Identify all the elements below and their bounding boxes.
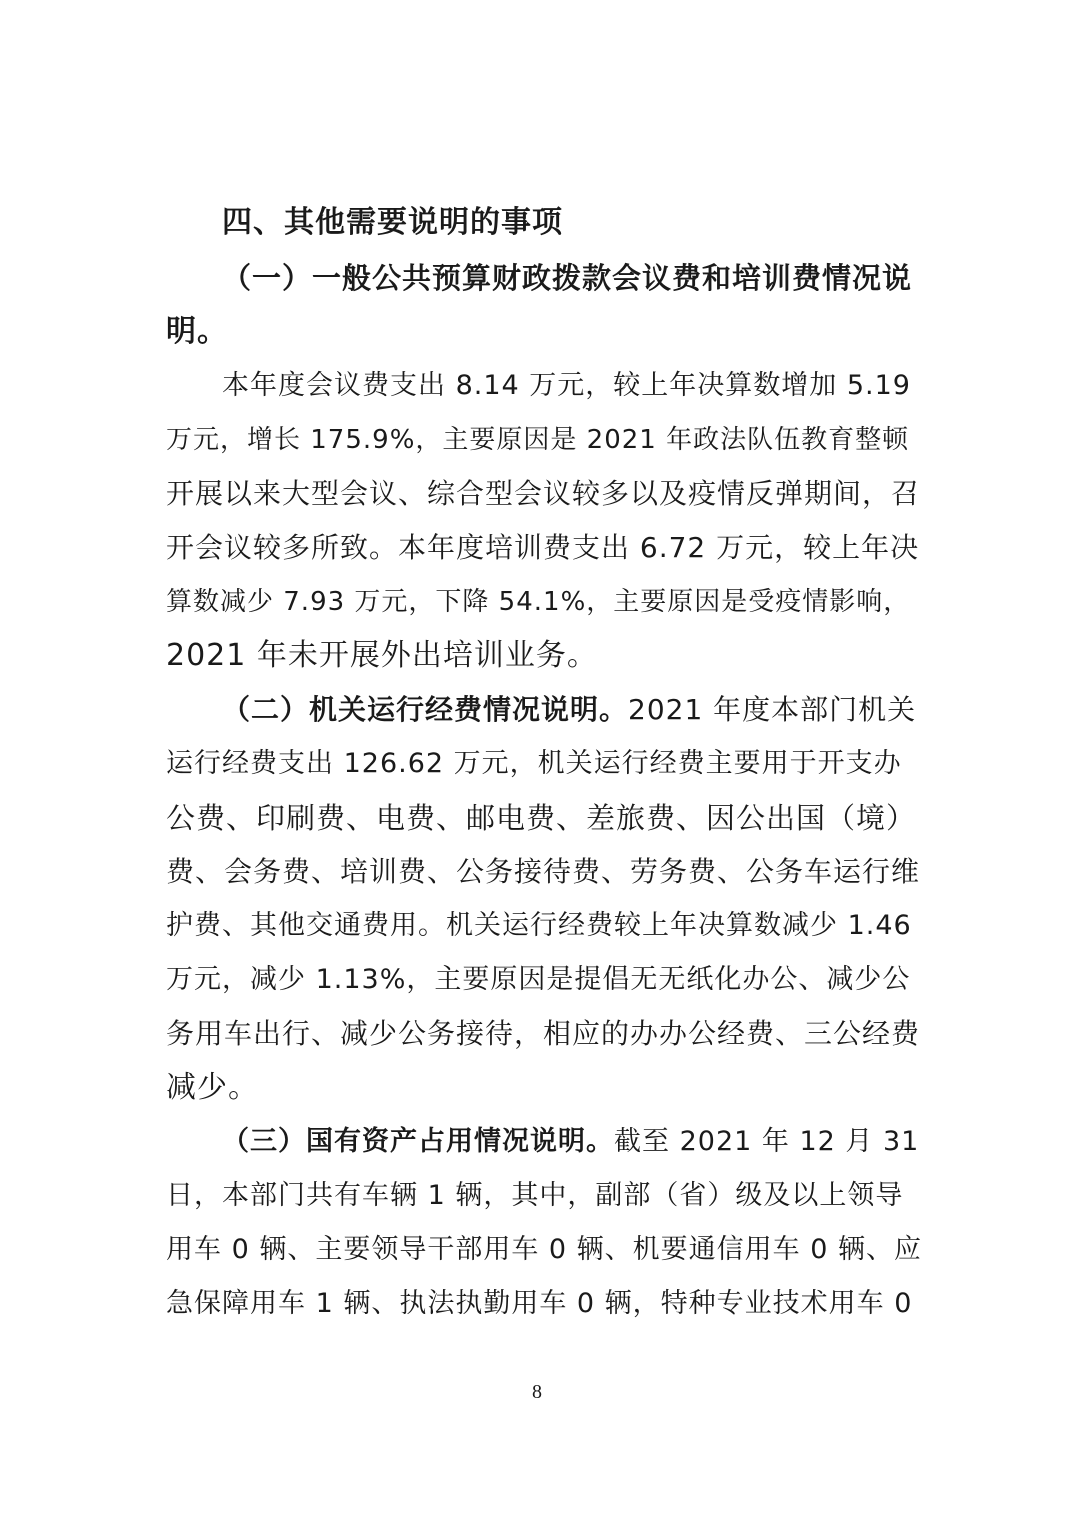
subsection1-heading-text-cont: 明。 [166, 314, 228, 349]
paragraph-text: 本年度会议费支出 8.14 万元，较上年决算数增加 5.19 [222, 370, 911, 401]
page-number: 8 [532, 1381, 542, 1403]
paragraph-line [166, 1176, 922, 1216]
paragraph-line [166, 1014, 922, 1054]
paragraph-line [222, 366, 922, 406]
paragraph-line [166, 1284, 922, 1324]
paragraph-line [166, 528, 922, 568]
paragraph-line [166, 744, 922, 784]
paragraph-text: 日，本部门共有车辆 1 辆，其中，副部（省）级及以上领导 [166, 1180, 904, 1211]
subsection1-heading-line1 [222, 258, 922, 298]
paragraph-line [166, 420, 922, 460]
paragraph-text: 护费、其他交通费用。机关运行经费较上年决算数减少 1.46 [166, 910, 912, 941]
paragraph-text: 减少。 [166, 1070, 259, 1105]
paragraph-text: 公费、印刷费、电费、邮电费、差旅费、因公出国（境） [166, 801, 917, 835]
paragraph-line [166, 1230, 922, 1270]
paragraph-line [166, 582, 922, 622]
paragraph-line [166, 1068, 922, 1108]
paragraph-line [166, 798, 922, 838]
paragraph-text: 用车 0 辆、主要领导干部用车 0 辆、机要通信用车 0 辆、应 [166, 1234, 923, 1265]
section-heading [222, 203, 822, 243]
paragraph-text: 急保障用车 1 辆、执法执勤用车 0 辆，特种专业技术用车 0 [166, 1288, 913, 1319]
paragraph-text: 开展以来大型会议、综合型会议较多以及疫情反弹期间，召 [166, 477, 921, 510]
section-heading-text: 四、其他需要说明的事项 [222, 205, 563, 240]
paragraph-text: 算数减少 7.93 万元，下降 54.1%，主要原因是受疫情影响， [166, 587, 911, 617]
subsection3-first-line [222, 1122, 922, 1162]
subsection1-heading-text: （一）一般公共预算财政拨款会议费和培训费情况说 [222, 261, 913, 295]
paragraph-text: 费、会务费、培训费、公务接待费、劳务费、公务车运行维 [166, 855, 921, 888]
subsection3-heading: （三）国有资产占用情况说明。 [222, 1126, 614, 1157]
paragraph-line [166, 852, 922, 892]
subsection2-first-line [222, 690, 922, 730]
paragraph-line [166, 960, 922, 1000]
subsection2-heading: （二）机关运行经费情况说明。 [222, 693, 629, 726]
subsection1-heading-line2 [166, 312, 366, 352]
paragraph-text: 2021 年未开展外出培训业务。 [166, 638, 598, 673]
paragraph-line [166, 474, 922, 514]
paragraph-text: 开会议较多所致。本年度培训费支出 6.72 万元，较上年决 [166, 531, 920, 564]
paragraph-text: 运行经费支出 126.62 万元，机关运行经费主要用于开支办 [166, 748, 902, 779]
paragraph-text: 万元，增长 175.9%，主要原因是 2021 年政法队伍教育整顿 [166, 425, 910, 455]
paragraph-text: 务用车出行、减少公务接待，相应的办办公经费、三公经费 [166, 1017, 921, 1050]
paragraph-line [166, 906, 922, 946]
paragraph-line [166, 636, 922, 676]
paragraph-text: 2021 年度本部门机关 [628, 693, 917, 726]
paragraph-text: 万元，减少 1.13%，主要原因是提倡无无纸化办公、减少公 [166, 964, 911, 995]
paragraph-text: 截至 2021 年 12 月 31 [614, 1126, 920, 1157]
